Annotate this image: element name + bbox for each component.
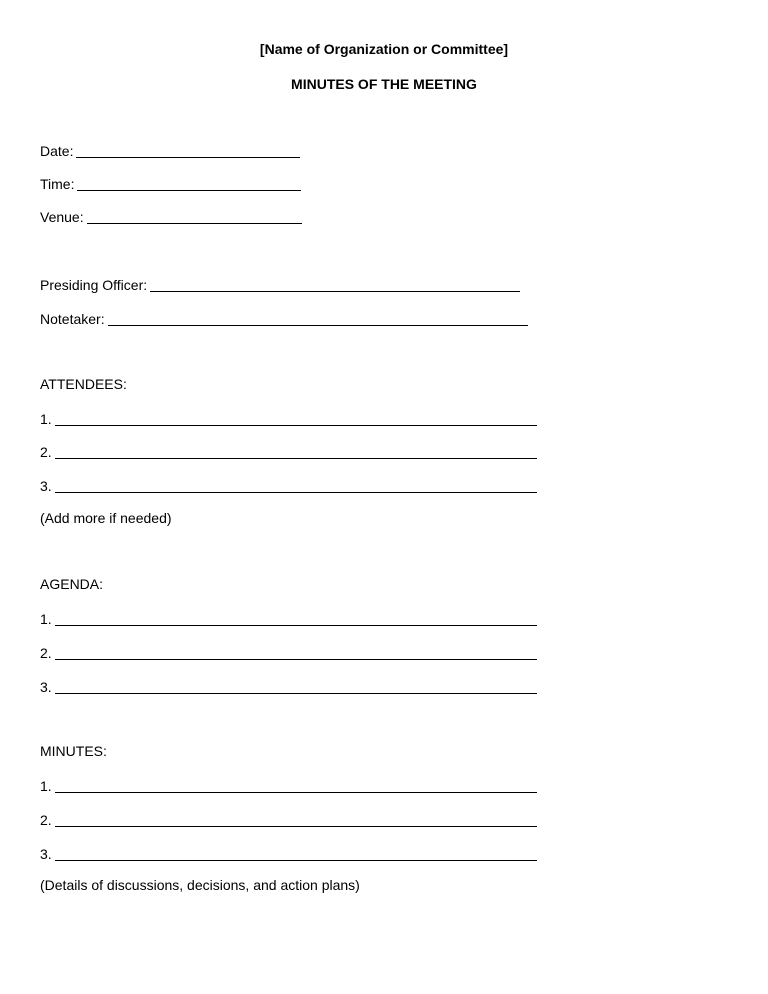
agenda-blank-line[interactable]	[55, 680, 537, 694]
attendee-blank-line[interactable]	[55, 445, 537, 459]
attendees-heading: ATTENDEES:	[40, 376, 127, 392]
attendee-number: 3.	[40, 478, 52, 494]
venue-field	[40, 207, 302, 225]
date-field	[40, 141, 300, 159]
time-blank-line[interactable]	[77, 177, 301, 191]
minutes-blank-line[interactable]	[55, 779, 537, 793]
notetaker-label: Notetaker:	[40, 311, 105, 327]
minutes-blank-line[interactable]	[55, 847, 537, 861]
agenda-blank-line[interactable]	[55, 646, 537, 660]
time-field	[40, 174, 301, 192]
organization-title: [Name of Organization or Committee]	[259, 41, 509, 57]
date-blank-line[interactable]	[76, 144, 300, 158]
agenda-heading: AGENDA:	[40, 576, 104, 592]
minutes-row	[40, 844, 537, 862]
venue-label: Venue:	[40, 209, 84, 225]
minutes-heading: MINUTES:	[40, 743, 107, 759]
document-subtitle: MINUTES OF THE MEETING	[291, 76, 477, 92]
venue-blank-line[interactable]	[87, 210, 302, 224]
attendee-blank-line[interactable]	[55, 479, 537, 493]
agenda-number: 3.	[40, 679, 52, 695]
attendee-row	[40, 476, 537, 494]
agenda-number: 1.	[40, 611, 52, 627]
date-label: Date:	[40, 143, 74, 159]
minutes-number: 3.	[40, 846, 52, 862]
minutes-note: (Details of discussions, decisions, and action plans)	[40, 877, 360, 893]
agenda-row	[40, 643, 537, 661]
presiding-officer-blank-line[interactable]	[150, 278, 520, 292]
minutes-row	[40, 810, 537, 828]
minutes-blank-line[interactable]	[55, 813, 537, 827]
notetaker-blank-line[interactable]	[108, 312, 528, 326]
agenda-blank-line[interactable]	[55, 612, 537, 626]
attendee-row	[40, 442, 537, 460]
attendee-number: 1.	[40, 411, 52, 427]
minutes-row	[40, 776, 537, 794]
attendee-number: 2.	[40, 444, 52, 460]
agenda-number: 2.	[40, 645, 52, 661]
time-label: Time:	[40, 176, 75, 192]
presiding-officer-label: Presiding Officer:	[40, 277, 148, 293]
notetaker-field	[40, 309, 528, 327]
minutes-number: 1.	[40, 778, 52, 794]
attendee-blank-line[interactable]	[55, 412, 537, 426]
agenda-row	[40, 609, 537, 627]
agenda-row	[40, 677, 537, 695]
attendee-row	[40, 409, 537, 427]
presiding-officer-field	[40, 275, 520, 293]
minutes-number: 2.	[40, 812, 52, 828]
attendees-note: (Add more if needed)	[40, 510, 172, 526]
